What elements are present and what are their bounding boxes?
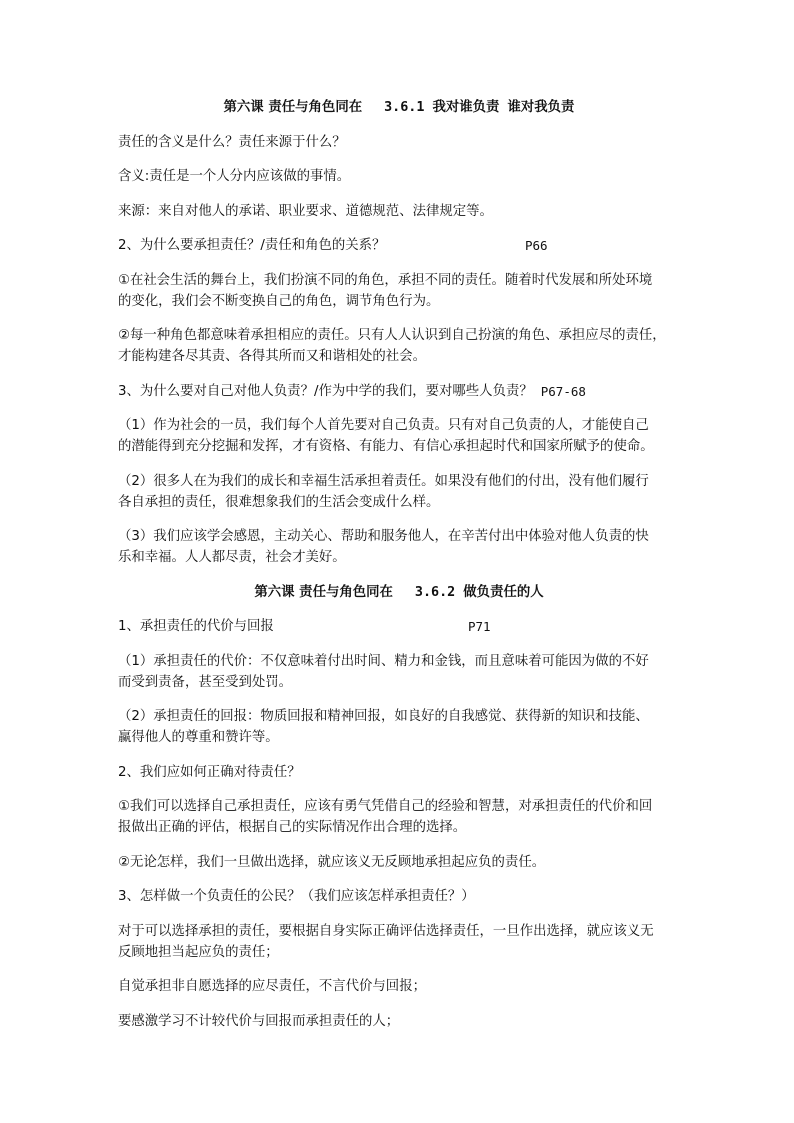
question: 3、怎样做一个负责任的公民？（我们应该怎样承担责任？） — [118, 889, 475, 904]
text-line: ①我们可以选择自己承担责任，应该有勇气凭借自己的经验和智慧，对承担责任的代价和回 — [118, 799, 653, 814]
document-page — [118, 97, 680, 1045]
question-text: 1、承担责任的代价与回报 — [118, 619, 274, 634]
text-line: （3）我们应该学会感恩，主动关心、帮助和服务他人，在辛苦付出中体验对他人负责的快 — [118, 529, 649, 544]
text-line: ①在社会生活的舞台上，我们扮演不同的角色，承担不同的责任。随着时代发展和所处环境 — [118, 272, 653, 288]
lesson-title: 第六课 责任与角色同在 — [254, 584, 393, 600]
answer-paragraph: 自觉承担非自愿选择的应尽责任，不言代价与回报； — [118, 979, 426, 994]
text-line: （2）很多人在为我们的成长和幸福生活承担着责任。如果没有他们的付出，没有他们履行 — [118, 473, 649, 489]
section-1-title — [118, 97, 680, 118]
question: 责任的含义是什么？责任来源于什么？ — [118, 134, 346, 150]
answer-paragraph — [118, 415, 680, 457]
question-text: 3、为什么要对自己对他人负责？/作为中学的我们，要对哪些人负责？ — [118, 383, 533, 399]
question — [118, 235, 680, 256]
question: 2、我们应如何正确对待责任？ — [118, 764, 301, 780]
answer-paragraph — [118, 471, 680, 513]
answer-paragraph — [118, 796, 680, 838]
answer-paragraph: 要感激学习不计较代价与回报而承担责任的人； — [118, 1013, 400, 1029]
text-line: （1）承担责任的代价：不仅意味着付出时间、精力和金钱，而且意味着可能因为做的不好 — [118, 653, 649, 669]
question — [118, 381, 680, 402]
answer-paragraph — [118, 921, 680, 963]
text-line: 的变化，我们会不断变换自己的角色，调节角色行为。 — [118, 293, 440, 309]
lesson-title: 第六课 责任与角色同在 — [223, 100, 363, 115]
text-line: 的潜能得到充分挖掘和发挥，才有资格、有能力、有信心承担起时代和国家所赋予的使命。 — [118, 439, 654, 454]
definition: 含义:责任是一个人分内应该做的事情。 — [118, 169, 351, 184]
answer-paragraph — [118, 526, 680, 568]
text-line: 各自承担的责任，很难想象我们的生活会变成什么样。 — [118, 494, 440, 510]
question-text: 2、为什么要承担责任？/责任和角色的关系？ — [118, 238, 386, 253]
page-reference: P67-68 — [540, 383, 586, 399]
answer-paragraph: ②无论怎样，我们一旦做出选择，就应该义无反顾地承担起应负的责任。 — [118, 854, 546, 870]
source: 来源：来自对他人的承诺、职业要求、道德规范、法律规定等。 — [118, 203, 493, 219]
topic-title: 3.6.2 做负责任的人 — [414, 584, 544, 600]
text-line: 才能构建各尽其责、各得其所而又和谐相处的社会。 — [118, 349, 426, 364]
text-line: 对于可以选择承担的责任，要根据自身实际正确评估选择责任，一旦作出选择，就应该义无 — [118, 923, 654, 939]
text-line: （1）作为社会的一员，我们每个人首先要对自己负责。只有对自己负责的人，才能使自己 — [118, 418, 649, 433]
page-reference: P71 — [468, 619, 491, 634]
text-line: 乐和幸福。人人都尽责，社会才美好。 — [118, 550, 346, 565]
answer-paragraph — [118, 325, 680, 367]
section-2-title — [118, 582, 680, 603]
text-line: 而受到责备，甚至受到处罚。 — [118, 674, 293, 690]
page-reference: P66 — [525, 238, 548, 253]
question — [118, 616, 680, 637]
text-line: 反顾地担当起应负的责任； — [118, 944, 279, 960]
answer-paragraph — [118, 651, 680, 693]
text-line: （2）承担责任的回报：物质回报和精神回报，如良好的自我感觉、获得新的知识和技能、 — [118, 709, 649, 724]
text-line: 报做出正确的评估，根据自己的实际情况作出合理的选择。 — [118, 820, 467, 835]
text-line: 赢得他人的尊重和赞许等。 — [118, 730, 279, 745]
text-line: ②每一种角色都意味着承担相应的责任。只有人人认识到自己扮演的角色、承担应尽的责任， — [118, 328, 666, 343]
topic-title: 3.6.1 我对谁负责 谁对我负责 — [384, 100, 575, 115]
answer-paragraph — [118, 270, 680, 312]
answer-paragraph — [118, 706, 680, 748]
